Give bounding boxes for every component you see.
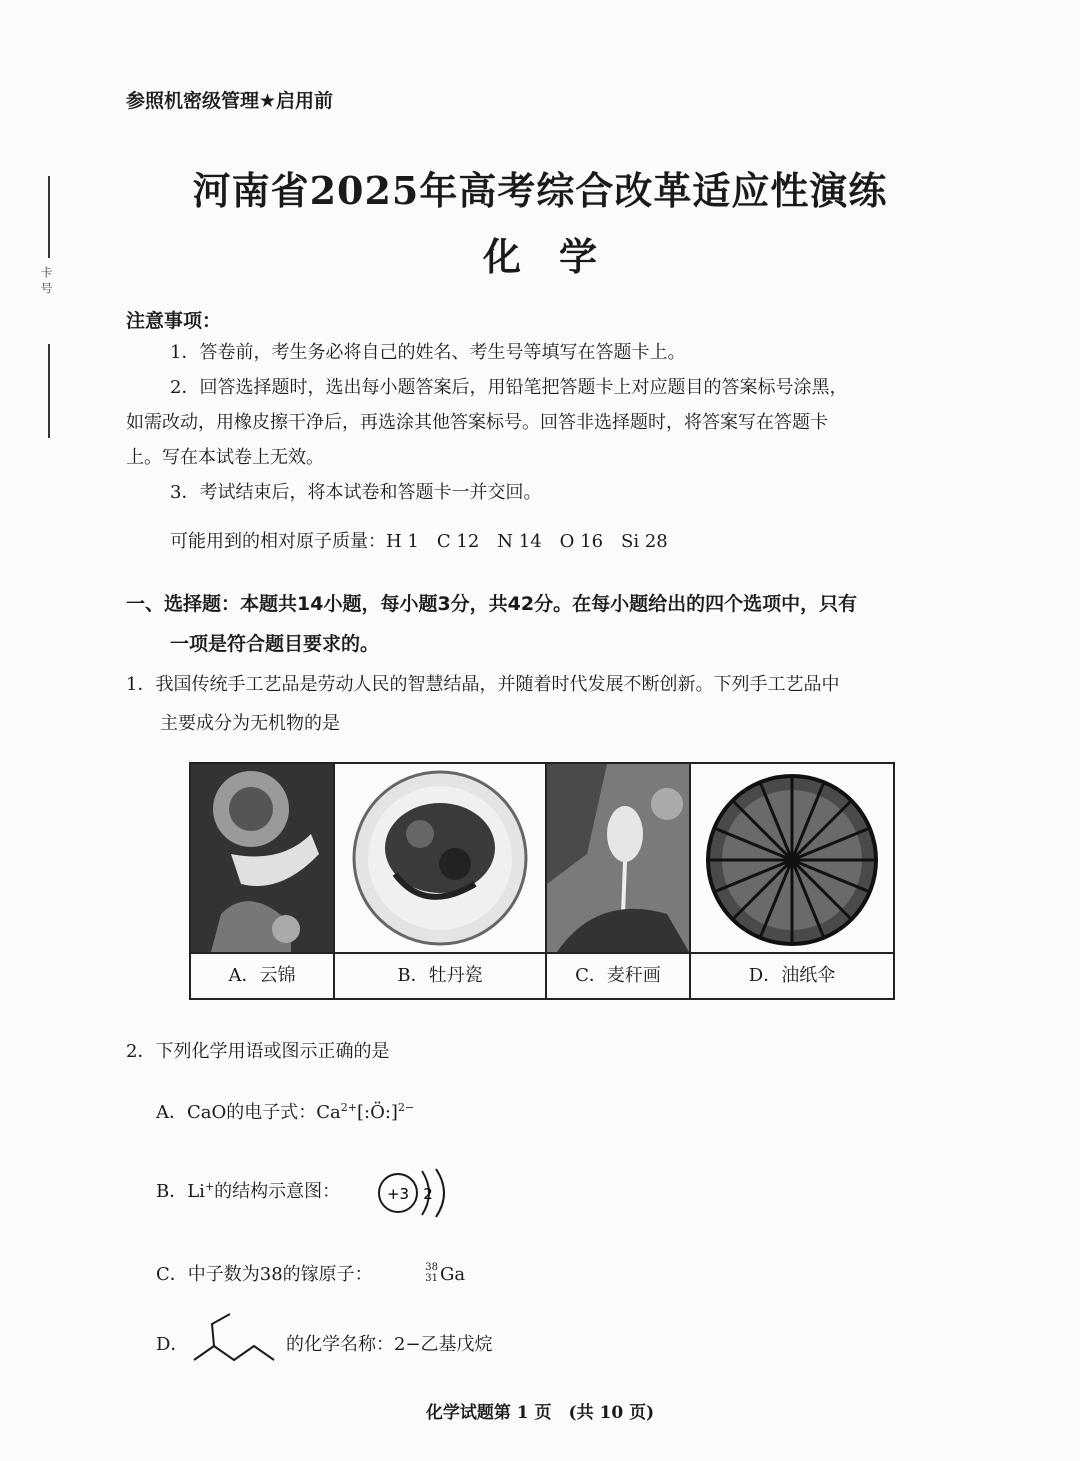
ga-nuclide-numbers [422, 1262, 438, 1284]
q2-c-label: C．中子数为38的镓原子： [156, 1264, 373, 1285]
atomic-mass-line: 可能用到的相对原子质量：H 1 C 12 N 14 O 16 Si 28 [170, 531, 668, 552]
q2-a-label: A．CaO的电子式： [156, 1102, 317, 1123]
ga-atomic-number: 31 [425, 1273, 438, 1284]
yunjin-photo [190, 763, 334, 953]
exam-title: 河南省2025年高考综合改革适应性演练 [192, 168, 888, 213]
q2-a-charge: 2+ [340, 1101, 357, 1114]
subject-title: 化 学 [482, 234, 597, 279]
q2-a-formula: Ca [316, 1102, 341, 1123]
q2-b-charge: + [204, 1180, 215, 1193]
confidentiality-label: 参照机密级管理★启用前 [126, 90, 334, 112]
page-footer: 化学试题第 1 页 (共 10 页) [425, 1403, 655, 1423]
q1-option-d: D．油纸伞 [690, 953, 894, 999]
notice-item-2-line-1: 2．回答选择题时，选出每小题答案后，用铅笔把答题卡上对应题目的答案标号涂黑， [170, 377, 848, 398]
section-heading-line-1: 一、选择题：本题共14小题，每小题3分，共42分。在每小题给出的四个选项中，只有 [126, 593, 858, 615]
li-shell-electrons: 2 [423, 1185, 433, 1203]
q1-stem-line-2: 主要成分为无机物的是 [160, 713, 340, 734]
q2-d-text: 的化学名称：2−乙基戊烷 [286, 1334, 493, 1355]
q2-stem: 2．下列化学用语或图示正确的是 [126, 1041, 390, 1062]
binding-note: 卡 号 [39, 266, 53, 294]
notice-item-2-line-2: 如需改动，用橡皮擦干净后，再选涂其他答案标号。回答非选择题时，将答案写在答题卡 [126, 412, 828, 433]
q1-stem-line-1: 1．我国传统手工艺品是劳动人民的智慧结晶，并随着时代发展不断创新。下列手工艺品中 [126, 674, 840, 695]
q1-option-c: C．麦秆画 [546, 953, 690, 999]
skeletal-formula [190, 1310, 282, 1366]
q2-b-tail: 的结构示意图： [214, 1181, 341, 1202]
section-heading-line-2: 一项是符合题目要求的。 [170, 633, 380, 655]
notice-item-1: 1．答卷前，考生务必将自己的姓名、考生号等填写在答题卡上。 [170, 342, 686, 363]
notice-item-3: 3．考试结束后，将本试卷和答题卡一并交回。 [170, 482, 542, 503]
li-ion-structure-diagram [376, 1163, 456, 1223]
notice-item-2-line-3: 上。写在本试卷上无效。 [126, 447, 324, 468]
li-nucleus-charge: +3 [386, 1185, 410, 1203]
ga-symbol: Ga [440, 1264, 466, 1285]
q2-option-c [156, 1264, 373, 1286]
binding-line-top [48, 176, 50, 258]
q1-image-table [189, 762, 895, 1000]
binding-line-bottom [48, 344, 50, 438]
straw-painting-photo [546, 763, 690, 953]
oil-paper-umbrella-photo [690, 763, 894, 953]
q2-d-label: D． [156, 1334, 189, 1355]
q2-b-label: B．Li [156, 1181, 205, 1202]
q1-option-b: B．牡丹瓷 [334, 953, 546, 999]
notice-heading: 注意事项： [126, 310, 222, 332]
q2-a-ion-charge: 2− [397, 1101, 415, 1114]
peony-porcelain-photo [334, 763, 546, 953]
q2-a-ion: [:Ö:] [357, 1102, 398, 1123]
ga-mass-number: 38 [425, 1262, 438, 1273]
q1-option-a: A．云锦 [190, 953, 334, 999]
q2-option-a [156, 1101, 414, 1124]
q2-option-b [156, 1180, 340, 1203]
